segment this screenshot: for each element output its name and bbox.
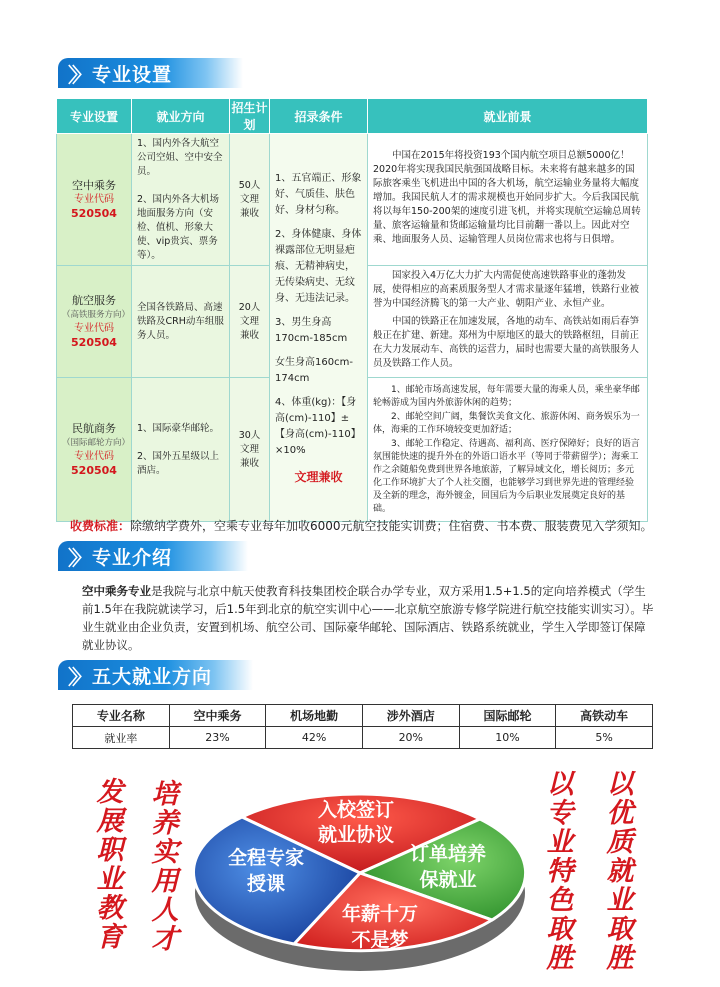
major-name: 空中乘务 <box>72 178 116 192</box>
table-cell: 10% <box>459 727 556 749</box>
condition-item: 4、体重(kg)：【身高(cm)-110】±【身高(cm)-110】×10% <box>275 396 361 456</box>
major-cell <box>57 266 132 378</box>
major-code-label: 专业代码 <box>74 450 114 462</box>
fee-line <box>70 517 653 534</box>
major-code: 520504 <box>71 463 117 477</box>
section-banner-intro <box>58 541 248 571</box>
major-cell <box>57 378 132 522</box>
major-sub: （国际邮轮方向） <box>62 437 131 448</box>
plan-cell: 50人 文理 兼收 <box>230 134 270 266</box>
fee-text: 除缴纳学费外，空乘专业每年加收6000元航空技能实训费；住宿费、书本费、服装费见入学须知。 <box>130 519 653 533</box>
pie-label: 保就业 <box>419 870 477 891</box>
table-cell: 涉外酒店 <box>362 705 459 727</box>
prospect-cell <box>368 134 648 266</box>
table-cell: 5% <box>556 727 653 749</box>
major-name: 航空服务 <box>72 293 116 307</box>
header-cell: 招生计划 <box>230 99 270 134</box>
major-name: 民航商务 <box>72 421 116 435</box>
prospect-cell <box>368 266 648 378</box>
pie-graphic <box>180 768 540 978</box>
plan-cell: 30人 文理 兼收 <box>230 378 270 522</box>
section-title: 五大就业方向 <box>92 665 213 688</box>
pie-label: 年薪十万 <box>341 904 419 925</box>
pie-label: 就业协议 <box>317 825 395 846</box>
double-chevron-icon: 〉〉 <box>68 664 86 689</box>
prospect-paragraph: 1、邮轮市场高速发展，每年需要大量的海乘人员，乘坐豪华邮轮畅游成为国内外旅游休闲的趋势； <box>373 384 640 408</box>
pie-label: 订单培养 <box>409 844 487 865</box>
prospect-cell <box>368 378 648 522</box>
table-cell: 就业率 <box>73 727 170 749</box>
pie-label: 不是梦 <box>351 930 409 951</box>
pie-label: 全程专家 <box>227 848 305 869</box>
employment-table <box>72 704 653 749</box>
section-title: 专业介绍 <box>92 546 173 569</box>
prospect-paragraph: 国家投入4万亿大力扩大内需促使高速铁路事业的蓬勃发展，使得相应的高素质服务型人才需求量逐年猛增，铁路行业被誉为中国经济腾飞的第一大产业、朝阳产业、永恒产业。 <box>373 269 640 309</box>
pie-label: 入校签订 <box>317 800 395 821</box>
table-cell: 23% <box>169 727 266 749</box>
table-cell: 专业名称 <box>73 705 170 727</box>
major-code-label: 专业代码 <box>74 322 114 334</box>
header-cell: 就业方向 <box>132 99 230 134</box>
condition-item: 3、男生身高170cm-185cm <box>275 316 348 344</box>
table-cell: 42% <box>266 727 363 749</box>
header-cell: 专业设置 <box>57 99 132 134</box>
double-chevron-icon: 〉〉 <box>68 545 86 570</box>
direction-cell: 1、国内外各大航空公司空姐、空中安全员。 2、国内外各大机场地面服务方向（安检、值机、形象大使、vip贵宾、票务等）。 <box>132 134 230 266</box>
table-header-row <box>57 99 648 134</box>
table-cell: 空中乘务 <box>169 705 266 727</box>
employment-header-row <box>73 705 653 727</box>
slogan-specialty: 以专业特色取胜 <box>546 769 574 974</box>
header-cell: 就业前景 <box>368 99 648 134</box>
double-chevron-icon: 〉〉 <box>68 62 86 87</box>
major-code: 520504 <box>71 206 117 220</box>
employment-rate-row <box>73 727 653 749</box>
section-title: 专业设置 <box>92 63 173 86</box>
major-code: 520504 <box>71 335 117 349</box>
major-sub: （高铁服务方向） <box>62 309 131 320</box>
direction-cell: 全国各铁路局、高速铁路及CRH动车组服务人员。 <box>132 266 230 378</box>
table-cell: 20% <box>362 727 459 749</box>
prospect-paragraph: 2、邮轮空间广阔，集餐饮美食文化、旅游休闲、商务娱乐为一体，海乘的工作环境较变更加舒适； <box>373 411 640 435</box>
prospect-paragraph: 3、邮轮工作稳定、待遇高、福利高、医疗保障好；良好的语言氛围能快速的提升外在的外语口语水平（等同于带薪留学）；海乘工作之余随船免费到世界各地旅游，了解异域文化，增长阅历；多元化工作环境扩大了个人社交圈，也能够学习到世界先进的管理经验及全新的理念，海外镀金，回国后为今后职业发展奠定良好的基础。 <box>373 438 640 514</box>
majors-table <box>56 98 648 522</box>
plan-cell: 20人 文理 兼收 <box>230 266 270 378</box>
condition-item: 2、身体健康、身体裸露部位无明显疤痕、无精神病史，无传染病史、无纹身、无违法记录。 <box>275 228 362 304</box>
intro-paragraph <box>82 582 656 654</box>
section-banner-employment <box>58 660 253 690</box>
intro-bold: 空中乘务专业 <box>82 584 151 598</box>
slogan-employment: 以优质就业取胜 <box>606 769 634 974</box>
direction-cell: 1、国际豪华邮轮。 2、国外五星级以上酒店。 <box>132 378 230 522</box>
prospect-paragraph: 中国的铁路正在加速发展，各地的动车、高铁站如雨后春笋般正在扩建、新建。郑州为中原地区的最大的铁路枢纽，目前正在大力发展动车、高铁的运营力，届时也需要大量的高铁服务人员及铁路工作人员。 <box>373 315 640 369</box>
condition-item: 女生身高160cm-174cm <box>275 356 353 384</box>
conditions-cell <box>270 134 368 522</box>
major-code-label: 专业代码 <box>74 193 114 205</box>
header-cell: 招录条件 <box>270 99 368 134</box>
fee-label: 收费标准： <box>70 519 131 533</box>
slogan-train-talent: 培养实用人才 <box>151 779 179 955</box>
major-cell <box>57 134 132 266</box>
slogan-develop-education: 发展职业教育 <box>96 777 124 953</box>
intro-text: 是我院与北京中航天使教育科技集团校企联合办学专业，双方采用1.5+1.5的定向培养模式（学生前1.5年在我院就读学习，后1.5年到北京的航空实训中心——北京航空旅游专修学院进行航空技能实训实习）。毕业生就业由企业负责，安置到机场、航空公司、国际豪华邮轮、国际酒店、铁路系统就业，学生入学即签订保障就业协议。 <box>82 584 654 652</box>
table-cell: 高铁动车 <box>556 705 653 727</box>
section-banner-majors <box>58 58 243 88</box>
condition-item: 1、五官端正、形象好、气质佳、肤色好、身材匀称。 <box>275 172 362 216</box>
prospect-paragraph: 中国在2015年将投资193个国内航空项目总额5000亿！2020年将实现我国民航强国战略目标。未来将有越来越多的国际旅客乘坐飞机进出中国的各大机场，航空运输业务量将大幅度增加。我国民航人才的需求规模也开始同步扩大。今后我国民航将以每年150-200架的速度引进飞机，并将实现航空运输总周转量、旅客运输量和货邮运输量均比目前翻一番以上。因此对空乘、地面服务人员、运输管理人员岗位需求也将与日俱增。 <box>373 149 641 245</box>
conditions-note: 文理兼收 <box>294 469 343 484</box>
table-row <box>57 134 648 266</box>
pie-label: 授课 <box>246 874 286 895</box>
table-cell: 机场地勤 <box>266 705 363 727</box>
table-cell: 国际邮轮 <box>459 705 556 727</box>
